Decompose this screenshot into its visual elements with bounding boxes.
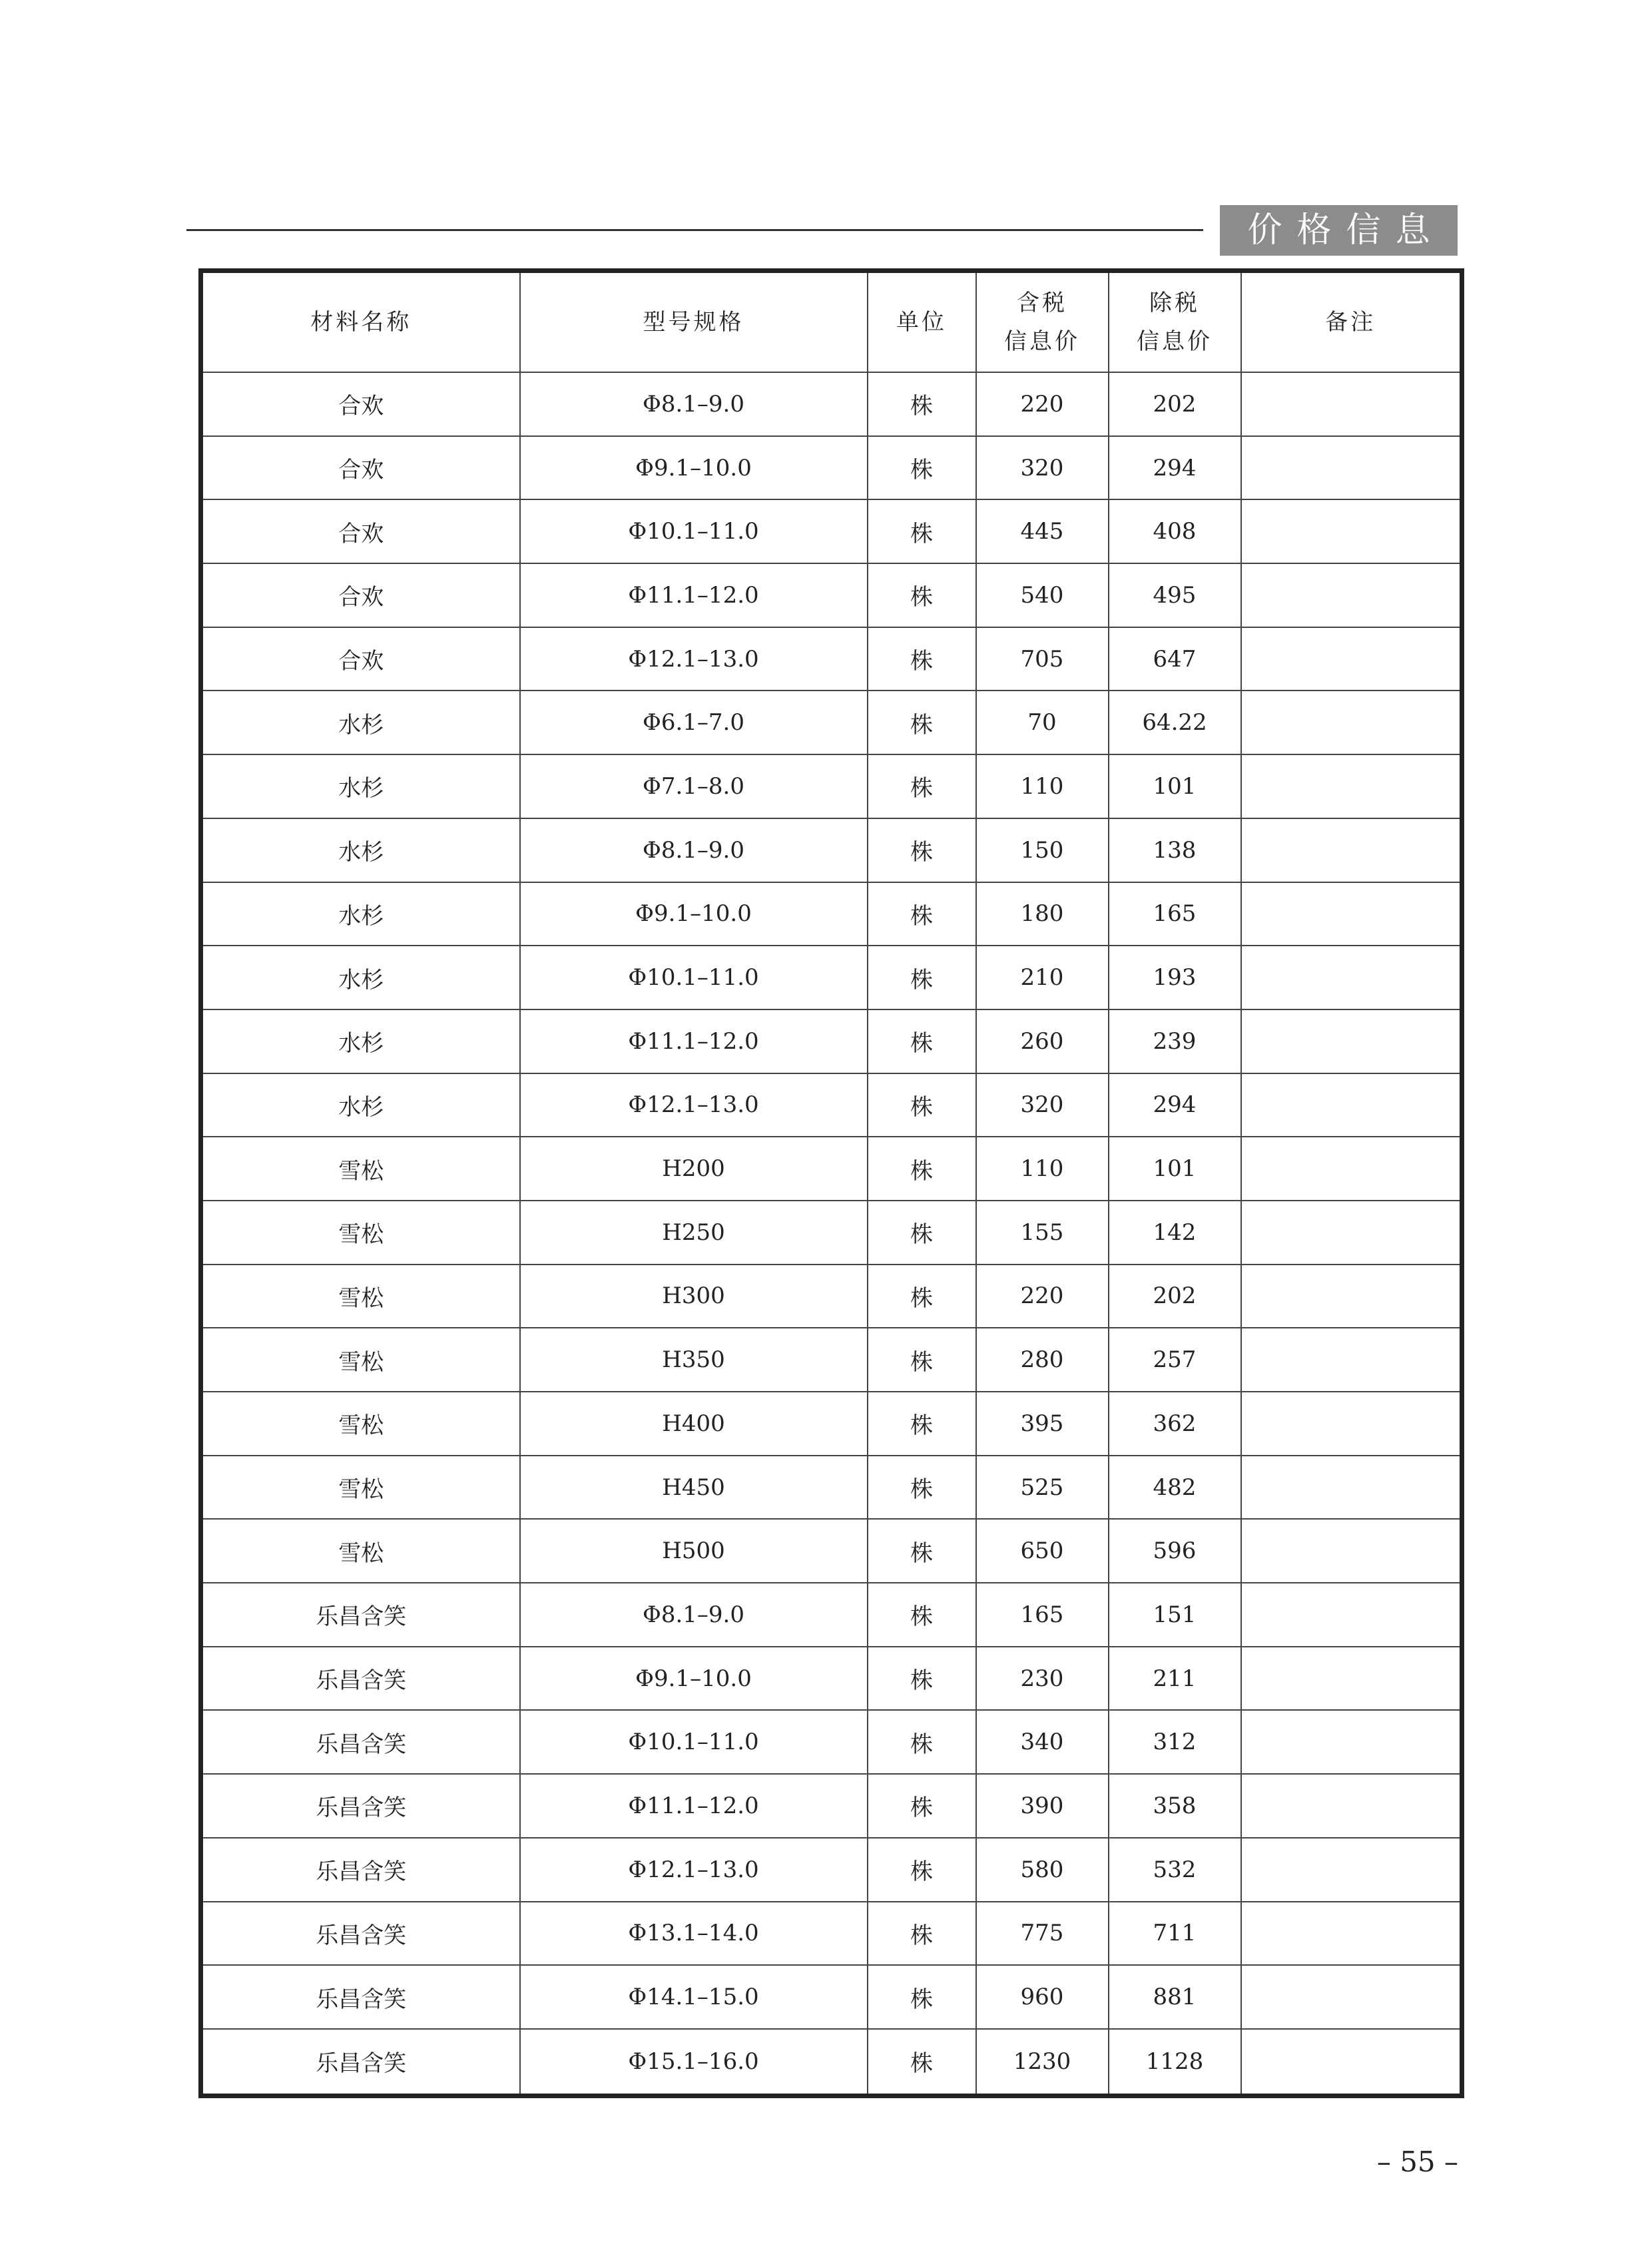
cell-price-tax: 390 [976, 1774, 1109, 1838]
table-row [201, 754, 1462, 818]
cell-price-notax: 495 [1109, 563, 1241, 627]
cell-spec: H200 [520, 1137, 868, 1201]
cell-unit: 株 [868, 499, 976, 563]
cell-spec: Φ11.1–12.0 [520, 1009, 868, 1073]
cell-remark [1241, 499, 1462, 563]
table-row [201, 1647, 1462, 1711]
cell-spec: Φ14.1–15.0 [520, 1965, 868, 2029]
column-header-price-notax [1109, 271, 1241, 373]
cell-price-notax: 408 [1109, 499, 1241, 563]
cell-name: 雪松 [201, 1137, 520, 1201]
cell-remark [1241, 627, 1462, 691]
table-row [201, 1456, 1462, 1520]
table-header [201, 271, 1462, 373]
cell-price-notax: 101 [1109, 754, 1241, 818]
cell-price-tax: 110 [976, 1137, 1109, 1201]
cell-unit: 株 [868, 1073, 976, 1137]
cell-price-notax: 165 [1109, 882, 1241, 946]
cell-name: 雪松 [201, 1328, 520, 1392]
table-row [201, 499, 1462, 563]
table-row [201, 1009, 1462, 1073]
cell-spec: Φ10.1–11.0 [520, 1710, 868, 1774]
cell-name: 雪松 [201, 1265, 520, 1328]
cell-name: 乐昌含笑 [201, 1583, 520, 1647]
cell-remark [1241, 1965, 1462, 2029]
cell-spec: Φ12.1–13.0 [520, 1838, 868, 1902]
cell-spec: Φ7.1–8.0 [520, 754, 868, 818]
column-header-price-tax-line2: 信息价 [1004, 328, 1080, 355]
cell-price-notax: 362 [1109, 1392, 1241, 1456]
cell-price-notax: 358 [1109, 1774, 1241, 1838]
cell-spec: Φ8.1–9.0 [520, 1583, 868, 1647]
cell-spec: Φ9.1–10.0 [520, 436, 868, 500]
column-header-unit: 单位 [868, 271, 976, 373]
cell-spec: Φ12.1–13.0 [520, 627, 868, 691]
cell-remark [1241, 563, 1462, 627]
cell-spec: Φ12.1–13.0 [520, 1073, 868, 1137]
column-header-price-notax-line1: 除税 [1149, 290, 1200, 316]
cell-price-tax: 320 [976, 1073, 1109, 1137]
section-title: 价格信息 [1220, 205, 1458, 256]
cell-unit: 株 [868, 372, 976, 436]
column-header-remark: 备注 [1241, 271, 1462, 373]
cell-remark [1241, 1073, 1462, 1137]
cell-name: 合欢 [201, 627, 520, 691]
cell-spec: Φ11.1–12.0 [520, 563, 868, 627]
cell-name: 水杉 [201, 691, 520, 754]
cell-remark [1241, 2029, 1462, 2096]
cell-price-tax: 580 [976, 1838, 1109, 1902]
cell-price-notax: 151 [1109, 1583, 1241, 1647]
cell-remark [1241, 1137, 1462, 1201]
cell-unit: 株 [868, 1137, 976, 1201]
cell-price-notax: 202 [1109, 372, 1241, 436]
cell-spec: H250 [520, 1201, 868, 1265]
cell-name: 雪松 [201, 1456, 520, 1520]
cell-spec: H400 [520, 1392, 868, 1456]
cell-price-notax: 257 [1109, 1328, 1241, 1392]
cell-remark [1241, 1392, 1462, 1456]
column-header-price-tax-line1: 含税 [1017, 290, 1067, 316]
cell-unit: 株 [868, 563, 976, 627]
cell-name: 水杉 [201, 946, 520, 1009]
table-body [201, 372, 1462, 2096]
cell-remark [1241, 1265, 1462, 1328]
cell-price-notax: 142 [1109, 1201, 1241, 1265]
cell-price-tax: 340 [976, 1710, 1109, 1774]
column-header-price-notax-line2: 信息价 [1137, 328, 1213, 355]
cell-price-tax: 395 [976, 1392, 1109, 1456]
cell-name: 水杉 [201, 818, 520, 882]
cell-price-notax: 211 [1109, 1647, 1241, 1711]
cell-name: 乐昌含笑 [201, 1838, 520, 1902]
cell-remark [1241, 818, 1462, 882]
header-row [201, 271, 1462, 373]
cell-remark [1241, 436, 1462, 500]
cell-price-tax: 180 [976, 882, 1109, 946]
cell-price-tax: 230 [976, 1647, 1109, 1711]
cell-spec: H500 [520, 1519, 868, 1583]
cell-price-notax: 193 [1109, 946, 1241, 1009]
table-row [201, 627, 1462, 691]
cell-price-notax: 239 [1109, 1009, 1241, 1073]
cell-name: 乐昌含笑 [201, 1774, 520, 1838]
table-row [201, 436, 1462, 500]
cell-name: 合欢 [201, 436, 520, 500]
cell-price-tax: 70 [976, 691, 1109, 754]
table-row [201, 563, 1462, 627]
cell-spec: Φ15.1–16.0 [520, 2029, 868, 2096]
cell-price-notax: 482 [1109, 1456, 1241, 1520]
cell-price-tax: 280 [976, 1328, 1109, 1392]
cell-remark [1241, 1009, 1462, 1073]
cell-price-tax: 220 [976, 1265, 1109, 1328]
cell-remark [1241, 1519, 1462, 1583]
cell-remark [1241, 691, 1462, 754]
cell-price-notax: 202 [1109, 1265, 1241, 1328]
cell-name: 乐昌含笑 [201, 1965, 520, 2029]
table-row [201, 1902, 1462, 1966]
cell-remark [1241, 946, 1462, 1009]
cell-unit: 株 [868, 818, 976, 882]
cell-unit: 株 [868, 1328, 976, 1392]
table-row [201, 1774, 1462, 1838]
table-row [201, 1519, 1462, 1583]
cell-price-tax: 150 [976, 818, 1109, 882]
column-header-spec: 型号规格 [520, 271, 868, 373]
cell-price-notax: 64.22 [1109, 691, 1241, 754]
cell-unit: 株 [868, 1009, 976, 1073]
cell-name: 水杉 [201, 1009, 520, 1073]
cell-remark [1241, 372, 1462, 436]
cell-remark [1241, 1710, 1462, 1774]
cell-name: 合欢 [201, 563, 520, 627]
table-row [201, 882, 1462, 946]
cell-unit: 株 [868, 1647, 976, 1711]
cell-price-tax: 320 [976, 436, 1109, 500]
price-table [198, 268, 1464, 2098]
cell-remark [1241, 1583, 1462, 1647]
cell-spec: Φ11.1–12.0 [520, 1774, 868, 1838]
cell-remark [1241, 1838, 1462, 1902]
table-row [201, 818, 1462, 882]
cell-name: 乐昌含笑 [201, 1710, 520, 1774]
table-row [201, 1583, 1462, 1647]
cell-price-tax: 220 [976, 372, 1109, 436]
cell-spec: H300 [520, 1265, 868, 1328]
cell-unit: 株 [868, 2029, 976, 2096]
cell-unit: 株 [868, 1774, 976, 1838]
cell-price-tax: 525 [976, 1456, 1109, 1520]
cell-unit: 株 [868, 1392, 976, 1456]
cell-name: 水杉 [201, 754, 520, 818]
cell-remark [1241, 1902, 1462, 1966]
cell-spec: Φ8.1–9.0 [520, 818, 868, 882]
cell-unit: 株 [868, 1838, 976, 1902]
cell-unit: 株 [868, 1519, 976, 1583]
cell-name: 水杉 [201, 882, 520, 946]
cell-unit: 株 [868, 1583, 976, 1647]
cell-unit: 株 [868, 754, 976, 818]
cell-price-tax: 540 [976, 563, 1109, 627]
cell-unit: 株 [868, 436, 976, 500]
cell-price-tax: 960 [976, 1965, 1109, 2029]
cell-price-tax: 110 [976, 754, 1109, 818]
cell-unit: 株 [868, 627, 976, 691]
cell-name: 乐昌含笑 [201, 1902, 520, 1966]
cell-price-notax: 294 [1109, 1073, 1241, 1137]
cell-unit: 株 [868, 882, 976, 946]
table-row [201, 1201, 1462, 1265]
table-row [201, 372, 1462, 436]
cell-spec: Φ9.1–10.0 [520, 1647, 868, 1711]
table-row [201, 946, 1462, 1009]
cell-price-tax: 1230 [976, 2029, 1109, 2096]
cell-price-notax: 294 [1109, 436, 1241, 500]
cell-price-tax: 650 [976, 1519, 1109, 1583]
cell-name: 雪松 [201, 1201, 520, 1265]
cell-name: 合欢 [201, 372, 520, 436]
cell-unit: 株 [868, 691, 976, 754]
table-row [201, 1710, 1462, 1774]
cell-price-notax: 1128 [1109, 2029, 1241, 2096]
cell-remark [1241, 1647, 1462, 1711]
cell-name: 雪松 [201, 1519, 520, 1583]
cell-price-tax: 705 [976, 627, 1109, 691]
table-row [201, 1328, 1462, 1392]
cell-unit: 株 [868, 1902, 976, 1966]
cell-remark [1241, 882, 1462, 946]
table-row [201, 691, 1462, 754]
table-row [201, 1392, 1462, 1456]
header-rule [186, 229, 1203, 231]
cell-price-tax: 260 [976, 1009, 1109, 1073]
cell-price-tax: 445 [976, 499, 1109, 563]
cell-name: 雪松 [201, 1392, 520, 1456]
cell-spec: Φ10.1–11.0 [520, 499, 868, 563]
cell-price-notax: 711 [1109, 1902, 1241, 1966]
cell-unit: 株 [868, 946, 976, 1009]
table-row [201, 1838, 1462, 1902]
cell-spec: Φ10.1–11.0 [520, 946, 868, 1009]
table-row [201, 2029, 1462, 2096]
cell-spec: H450 [520, 1456, 868, 1520]
cell-price-tax: 165 [976, 1583, 1109, 1647]
cell-spec: Φ13.1–14.0 [520, 1902, 868, 1966]
cell-price-tax: 210 [976, 946, 1109, 1009]
table-row [201, 1137, 1462, 1201]
cell-remark [1241, 754, 1462, 818]
cell-price-notax: 101 [1109, 1137, 1241, 1201]
cell-unit: 株 [868, 1265, 976, 1328]
cell-spec: Φ9.1–10.0 [520, 882, 868, 946]
cell-name: 乐昌含笑 [201, 2029, 520, 2096]
cell-price-notax: 138 [1109, 818, 1241, 882]
cell-price-notax: 881 [1109, 1965, 1241, 2029]
cell-name: 合欢 [201, 499, 520, 563]
cell-remark [1241, 1456, 1462, 1520]
table-row [201, 1965, 1462, 2029]
cell-price-notax: 532 [1109, 1838, 1241, 1902]
cell-unit: 株 [868, 1456, 976, 1520]
cell-price-notax: 647 [1109, 627, 1241, 691]
cell-remark [1241, 1201, 1462, 1265]
cell-price-notax: 596 [1109, 1519, 1241, 1583]
table-row [201, 1073, 1462, 1137]
cell-unit: 株 [868, 1710, 976, 1774]
cell-remark [1241, 1328, 1462, 1392]
cell-price-tax: 155 [976, 1201, 1109, 1265]
cell-unit: 株 [868, 1201, 976, 1265]
cell-spec: H350 [520, 1328, 868, 1392]
cell-remark [1241, 1774, 1462, 1838]
cell-spec: Φ6.1–7.0 [520, 691, 868, 754]
cell-name: 乐昌含笑 [201, 1647, 520, 1711]
cell-spec: Φ8.1–9.0 [520, 372, 868, 436]
cell-unit: 株 [868, 1965, 976, 2029]
table-row [201, 1265, 1462, 1328]
page-number: – 55 – [1376, 2145, 1458, 2178]
column-header-name: 材料名称 [201, 271, 520, 373]
cell-name: 水杉 [201, 1073, 520, 1137]
cell-price-tax: 775 [976, 1902, 1109, 1966]
column-header-price-tax [976, 271, 1109, 373]
cell-price-notax: 312 [1109, 1710, 1241, 1774]
